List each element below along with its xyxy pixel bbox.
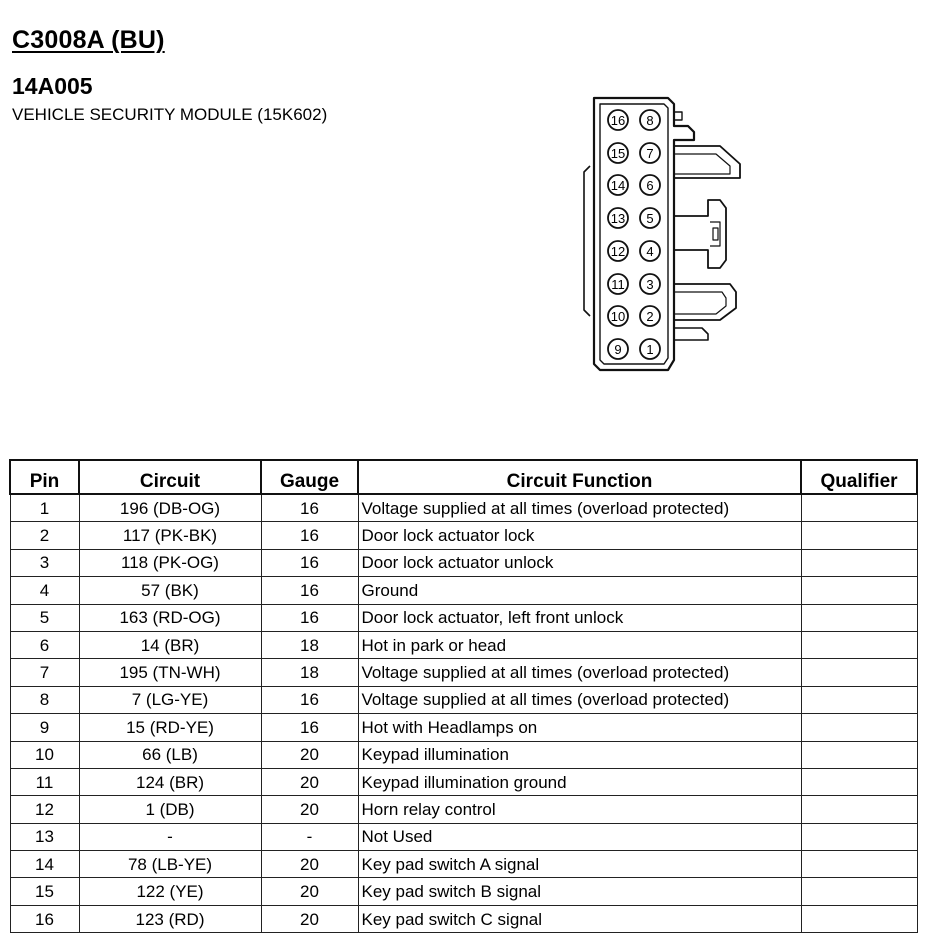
pin-cell: 10	[10, 741, 79, 768]
pin-cavity	[608, 306, 628, 326]
pin-cell: 12	[10, 796, 79, 823]
pin-cavity	[640, 274, 660, 294]
table-row	[10, 878, 917, 905]
gauge-cell: 16	[261, 549, 358, 576]
function-cell: Not Used	[358, 823, 801, 850]
gauge-cell: 16	[261, 686, 358, 713]
function-cell: Voltage supplied at all times (overload protected)	[358, 686, 801, 713]
pin-cell: 13	[10, 823, 79, 850]
qualifier-cell	[801, 659, 917, 686]
circuit-cell: 163 (RD-OG)	[79, 604, 261, 631]
pin-cavity	[640, 241, 660, 261]
table-row	[10, 494, 917, 522]
gauge-cell: 20	[261, 905, 358, 932]
function-cell: Door lock actuator, left front unlock	[358, 604, 801, 631]
pin-number-label: 7	[646, 146, 654, 161]
qualifier-cell	[801, 631, 917, 658]
function-cell: Hot with Headlamps on	[358, 714, 801, 741]
circuit-cell: 124 (BR)	[79, 768, 261, 795]
circuit-cell: 195 (TN-WH)	[79, 659, 261, 686]
function-cell: Voltage supplied at all times (overload protected)	[358, 659, 801, 686]
qualifier-cell	[801, 905, 917, 932]
pin-cavity	[640, 143, 660, 163]
circuit-cell: -	[79, 823, 261, 850]
table-header-row	[10, 460, 917, 494]
pin-cavity	[608, 175, 628, 195]
pin-number-label: 16	[610, 113, 626, 128]
function-cell: Keypad illumination ground	[358, 768, 801, 795]
qualifier-cell	[801, 714, 917, 741]
gauge-cell: 18	[261, 631, 358, 658]
pin-number-label: 15	[610, 146, 626, 161]
table-row	[10, 741, 917, 768]
pin-cell: 3	[10, 549, 79, 576]
function-cell: Key pad switch B signal	[358, 878, 801, 905]
pinout-table	[9, 459, 918, 933]
pin-number-label: 14	[610, 178, 626, 193]
pin-cavity	[640, 339, 660, 359]
circuit-cell: 117 (PK-BK)	[79, 522, 261, 549]
pin-cavity	[608, 241, 628, 261]
gauge-cell: 16	[261, 577, 358, 604]
pin-number-label: 5	[646, 211, 654, 226]
pin-number-label: 12	[610, 244, 626, 259]
part-number: 14A005	[12, 73, 93, 99]
qualifier-cell	[801, 494, 917, 522]
pin-number-label: 8	[646, 113, 654, 128]
pin-cell: 1	[10, 494, 79, 522]
table-row	[10, 823, 917, 850]
qualifier-cell	[801, 522, 917, 549]
circuit-cell: 196 (DB-OG)	[79, 494, 261, 522]
table-row	[10, 714, 917, 741]
function-cell: Key pad switch A signal	[358, 851, 801, 878]
pin-cavity	[608, 143, 628, 163]
pin-number-label: 4	[646, 244, 654, 259]
function-cell: Horn relay control	[358, 796, 801, 823]
circuit-cell: 1 (DB)	[79, 796, 261, 823]
pin-cavity	[640, 110, 660, 130]
table-row	[10, 851, 917, 878]
pin-cell: 11	[10, 768, 79, 795]
pin-cell: 16	[10, 905, 79, 932]
table-row	[10, 549, 917, 576]
pin-cell: 8	[10, 686, 79, 713]
gauge-cell: 16	[261, 522, 358, 549]
pin-number-label: 10	[610, 309, 626, 324]
connector-pin-cavities	[608, 110, 660, 359]
qualifier-cell	[801, 741, 917, 768]
qualifier-cell	[801, 878, 917, 905]
pin-number-label: 2	[646, 309, 654, 324]
pin-cell: 7	[10, 659, 79, 686]
pin-cavity	[608, 339, 628, 359]
circuit-cell: 57 (BK)	[79, 577, 261, 604]
pin-cavity	[640, 175, 660, 195]
pin-cavity	[608, 274, 628, 294]
qualifier-cell	[801, 823, 917, 850]
circuit-cell: 14 (BR)	[79, 631, 261, 658]
table-row	[10, 686, 917, 713]
pin-cavity	[640, 306, 660, 326]
pin-number-label: 3	[646, 277, 654, 292]
qualifier-cell	[801, 686, 917, 713]
pin-number-label: 1	[646, 342, 654, 357]
gauge-cell: 20	[261, 878, 358, 905]
function-cell: Voltage supplied at all times (overload protected)	[358, 494, 801, 522]
table-body	[10, 494, 917, 933]
table-row	[10, 604, 917, 631]
header-gauge: Gauge	[261, 460, 358, 494]
table-row	[10, 522, 917, 549]
pin-cell: 5	[10, 604, 79, 631]
table-row	[10, 631, 917, 658]
function-cell: Door lock actuator unlock	[358, 549, 801, 576]
gauge-cell: 16	[261, 604, 358, 631]
qualifier-cell	[801, 604, 917, 631]
circuit-cell: 118 (PK-OG)	[79, 549, 261, 576]
gauge-cell: 20	[261, 741, 358, 768]
pin-cell: 4	[10, 577, 79, 604]
gauge-cell: 16	[261, 494, 358, 522]
gauge-cell: 20	[261, 768, 358, 795]
pin-cell: 14	[10, 851, 79, 878]
qualifier-cell	[801, 796, 917, 823]
qualifier-cell	[801, 577, 917, 604]
pin-cell: 15	[10, 878, 79, 905]
pin-cavity	[608, 208, 628, 228]
function-cell: Door lock actuator lock	[358, 522, 801, 549]
connector-id-title: C3008A (BU)	[12, 26, 165, 54]
pin-number-label: 6	[646, 178, 654, 193]
connector-face-diagram	[570, 88, 750, 380]
gauge-cell: -	[261, 823, 358, 850]
gauge-cell: 20	[261, 796, 358, 823]
function-cell: Keypad illumination	[358, 741, 801, 768]
table-row	[10, 577, 917, 604]
qualifier-cell	[801, 851, 917, 878]
gauge-cell: 20	[261, 851, 358, 878]
pin-cavity	[640, 208, 660, 228]
function-cell: Key pad switch C signal	[358, 905, 801, 932]
component-name: VEHICLE SECURITY MODULE (15K602)	[12, 105, 328, 124]
table-row	[10, 768, 917, 795]
function-cell: Hot in park or head	[358, 631, 801, 658]
table-row	[10, 796, 917, 823]
qualifier-cell	[801, 549, 917, 576]
qualifier-cell	[801, 768, 917, 795]
pin-number-label: 13	[610, 211, 626, 226]
pin-cell: 2	[10, 522, 79, 549]
circuit-cell: 7 (LG-YE)	[79, 686, 261, 713]
header-circuit: Circuit	[79, 460, 261, 494]
circuit-cell: 78 (LB-YE)	[79, 851, 261, 878]
circuit-cell: 66 (LB)	[79, 741, 261, 768]
circuit-cell: 123 (RD)	[79, 905, 261, 932]
pin-number-label: 9	[614, 342, 622, 357]
pin-cell: 6	[10, 631, 79, 658]
header-function: Circuit Function	[358, 460, 801, 494]
circuit-cell: 15 (RD-YE)	[79, 714, 261, 741]
table-row	[10, 905, 917, 932]
pin-number-label: 11	[611, 277, 625, 292]
circuit-cell: 122 (YE)	[79, 878, 261, 905]
gauge-cell: 18	[261, 659, 358, 686]
function-cell: Ground	[358, 577, 801, 604]
header-pin: Pin	[10, 460, 79, 494]
header-qualifier: Qualifier	[801, 460, 917, 494]
gauge-cell: 16	[261, 714, 358, 741]
pin-cavity	[608, 110, 628, 130]
table-row	[10, 659, 917, 686]
pin-cell: 9	[10, 714, 79, 741]
